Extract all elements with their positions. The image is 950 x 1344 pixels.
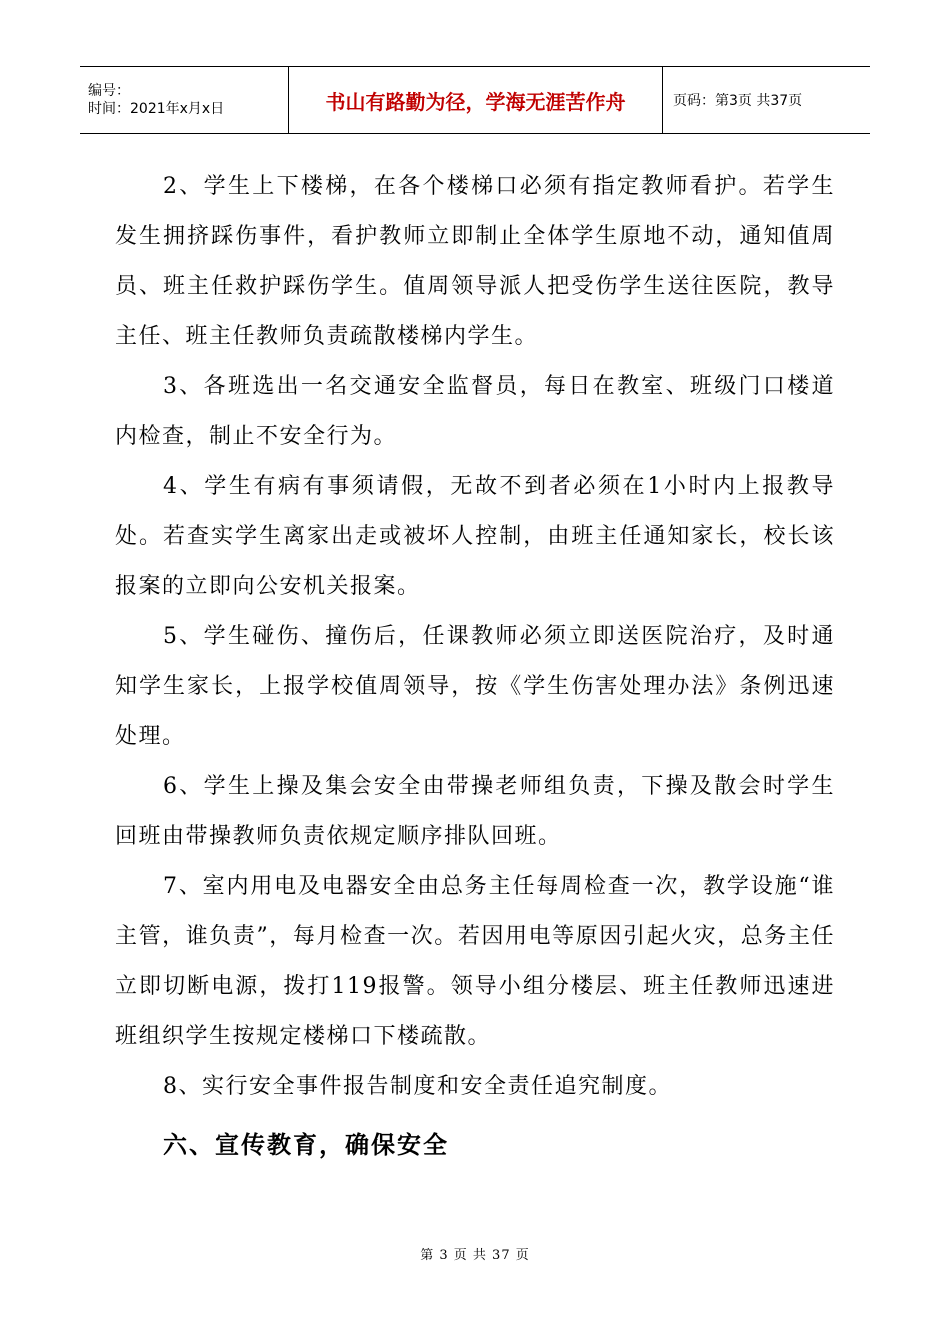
document-header — [80, 66, 870, 134]
document-number-label: 编号： — [88, 83, 130, 99]
header-page-info: 页码：第3页 共37页 — [673, 93, 803, 109]
paragraph-item-8: 8、实行安全事件报告制度和安全责任追究制度。 — [163, 1074, 672, 1099]
paragraph-item-6: 6、学生上操及集会安全由带操老师组负责，下操及散会时学生回班由带操教师负责依规定顺序排队回班。 — [115, 774, 835, 849]
document-body — [115, 162, 835, 1170]
paragraph-item-5: 5、学生碰伤、撞伤后，任课教师必须立即送医院治疗，及时通知学生家长，上报学校值周领导，按《学生伤害处理办法》条例迅速处理。 — [115, 624, 835, 749]
paragraph-item-2: 2、学生上下楼梯，在各个楼梯口必须有指定教师看护。若学生发生拥挤踩伤事件，看护教师立即制止全体学生原地不动，通知值周员、班主任救护踩伤学生。值周领导派人把受伤学生送往医院，教导主任、班主任教师负责疏散楼梯内学生。 — [115, 174, 835, 349]
section-heading: 六、宣传教育，确保安全 — [163, 1131, 449, 1159]
header-motto: 书山有路勤为径，学海无涯苦作舟 — [289, 67, 663, 134]
paragraph-item-4: 4、学生有病有事须请假，无故不到者必须在1小时内上报教导处。若查实学生离家出走或被坏人控制，由班主任通知家长，校长该报案的立即向公安机关报案。 — [115, 474, 835, 599]
page-footer: 第 3 页 共 37 页 — [420, 1248, 530, 1263]
document-time-label: 时间：2021年x月x日 — [88, 101, 225, 117]
paragraph-item-7: 7、室内用电及电器安全由总务主任每周检查一次，教学设施“谁主管，谁负责”，每月检查一次。若因用电等原因引起火灾，总务主任立即切断电源，拨打119报警。领导小组分楼层、班主任教师迅速进班组织学生按规定楼梯口下楼疏散。 — [115, 874, 835, 1049]
header-meta — [80, 67, 289, 134]
paragraph-item-3: 3、各班选出一名交通安全监督员，每日在教室、班级门口楼道内检查，制止不安全行为。 — [115, 374, 835, 449]
